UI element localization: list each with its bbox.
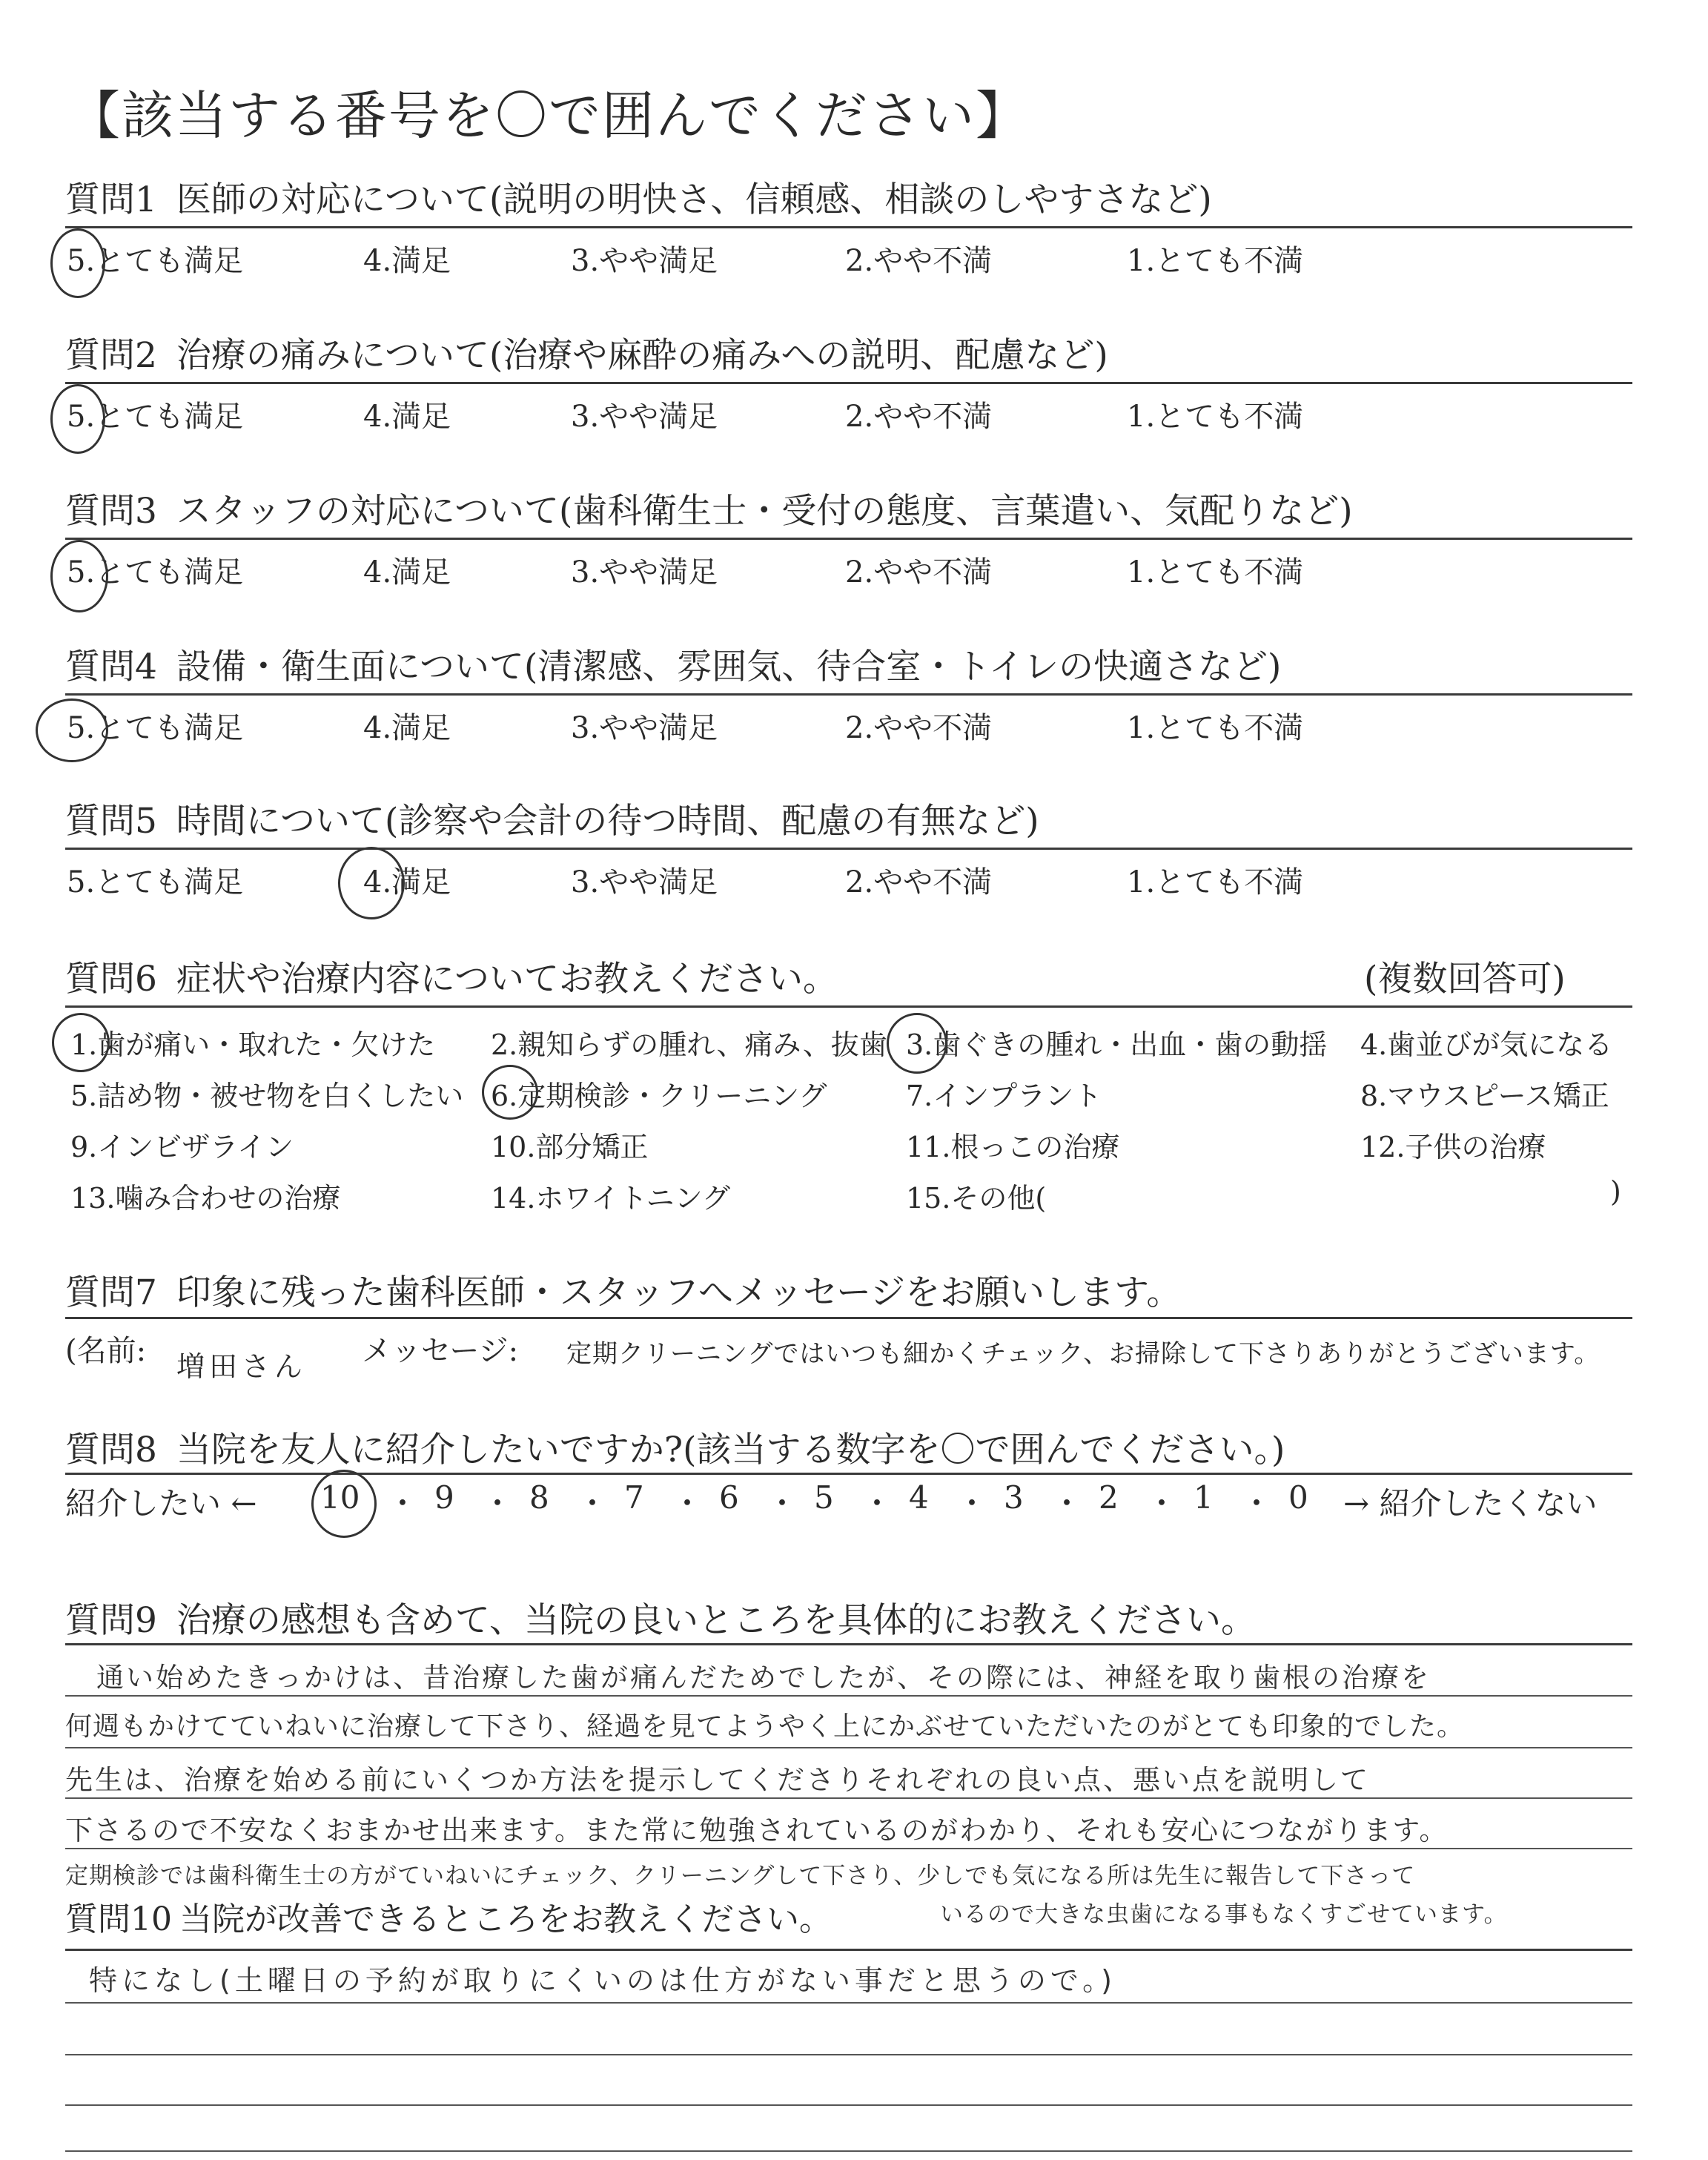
divider [65,382,1632,384]
option-1[interactable]: 1.とても不満 [1127,244,1304,278]
question-number: 質問9 [65,1600,157,1641]
question-text: 治療の感想も含めて、当院の良いところを具体的にお教えください。 [176,1600,1256,1641]
option-4[interactable]: 4.満足 [363,711,451,745]
option-1[interactable]: 1.とても不満 [1127,711,1304,745]
scale-6[interactable]: 6 [719,1479,739,1516]
scale-dot: ・ [387,1485,419,1522]
question-text: 治療の痛みについて(治療や麻酔の痛みへの説明、配慮など) [176,335,1108,376]
question-number: 質問7 [65,1272,157,1313]
symptom-option-2[interactable]: 2.親知らずの腫れ、痛み、抜歯 [491,1028,887,1061]
symptom-option-13[interactable]: 13.噛み合わせの治療 [70,1182,341,1215]
divider [65,848,1632,850]
selection-circle-mark [50,228,105,298]
question-number: 質問4 [65,647,157,687]
improvement-answer: 特になし(土曜日の予約が取りにくいのは仕方がない事だと思うので。) [89,1964,1116,1997]
scale-2[interactable]: 2 [1099,1479,1119,1516]
scale-dot: ・ [1241,1485,1273,1522]
option-2[interactable]: 2.やや不満 [845,711,993,745]
option-5[interactable]: 5.とても満足 [67,711,244,745]
option-1[interactable]: 1.とても不満 [1127,555,1304,589]
selection-circle-mark [52,1013,110,1072]
question-number: 質問10 [65,1900,172,1938]
option-4[interactable]: 4.満足 [363,244,451,278]
question-number: 質問1 [65,179,157,220]
option-5[interactable]: 5.とても満足 [67,244,244,278]
answer-line [65,1797,1632,1799]
option-2[interactable]: 2.やや不満 [845,865,993,899]
scale-8[interactable]: 8 [529,1479,549,1516]
scale-dot: ・ [956,1485,988,1522]
option-3[interactable]: 3.やや満足 [571,400,718,434]
scale-1[interactable]: 1 [1194,1479,1214,1516]
scale-10[interactable]: 10 [320,1479,360,1516]
question-number: 質問3 [65,491,157,532]
answer-line [65,2104,1632,2106]
question-number: 質問8 [65,1430,157,1470]
symptom-option-1[interactable]: 1.歯が痛い・取れた・欠けた [70,1028,436,1061]
recommend-label: 紹介したい ← [65,1485,257,1522]
divider [65,1005,1632,1008]
option-4[interactable]: 4.満足 [363,400,451,434]
option-3[interactable]: 3.やや満足 [571,555,718,589]
divider [65,1643,1632,1645]
answer-line [65,2054,1632,2055]
option-4[interactable]: 4.満足 [363,865,451,899]
scale-3[interactable]: 3 [1004,1479,1024,1516]
divider [65,693,1632,696]
answer-text-line: 何週もかけてていねいに治療して下さり、経過を見てようやく上にかぶせていただいたのがとても印象的でした。 [65,1711,1465,1742]
option-1[interactable]: 1.とても不満 [1127,400,1304,434]
answer-text-line: 先生は、治療を始める前にいくつか方法を提示してくださりそれぞれの良い点、悪い点を説明して [65,1764,1370,1796]
scale-9[interactable]: 9 [434,1479,454,1516]
selection-circle-mark [482,1065,538,1120]
question-text: 印象に残った歯科医師・スタッフへメッセージをお願いします。 [176,1272,1182,1313]
divider [65,1317,1632,1319]
selection-circle-mark [50,540,108,612]
other-close-paren: ) [1610,1175,1621,1208]
option-2[interactable]: 2.やや不満 [845,555,993,589]
option-5[interactable]: 5.とても満足 [67,400,244,434]
divider [65,1949,1632,1951]
scale-dot: ・ [577,1485,609,1522]
multiple-answer-note: (複数回答可) [1364,959,1566,1000]
scale-dot: ・ [1051,1485,1083,1522]
symptom-option-10[interactable]: 10.部分矯正 [491,1131,649,1163]
symptom-option-4[interactable]: 4.歯並びが気になる [1360,1028,1613,1061]
question-text: 当院を友人に紹介したいですか?(該当する数字を〇で囲んでください。) [176,1430,1285,1470]
option-5[interactable]: 5.とても満足 [67,555,244,589]
question-text: 時間について(診察や会計の待つ時間、配慮の有無など) [176,801,1039,842]
question-number: 質問6 [65,959,157,1000]
scale-dot: ・ [1146,1485,1178,1522]
symptom-option-12[interactable]: 12.子供の治療 [1360,1131,1546,1163]
symptom-option-8[interactable]: 8.マウスピース矯正 [1360,1080,1609,1112]
question-text: 医師の対応について(説明の明快さ、信頼感、相談のしやすさなど) [176,179,1212,220]
question-text: スタッフの対応について(歯科衛生士・受付の態度、言葉遣い、気配りなど) [176,491,1353,532]
answer-text-line: 下さるので不安なくおまかせ出来ます。また常に勉強されているのがわかり、それも安心につながります。 [65,1814,1449,1846]
page-title: 【該当する番号を〇で囲んでください】 [68,85,1029,146]
scale-0[interactable]: 0 [1288,1479,1308,1516]
name-label: (名前: [65,1334,147,1368]
question-text: 症状や治療内容についてお教えください。 [176,959,838,1000]
divider [65,226,1632,228]
selection-circle-mark [50,384,105,454]
question-text: 当院が改善できるところをお教えください。 [179,1900,832,1938]
option-5[interactable]: 5.とても満足 [67,865,244,899]
question-text: 設備・衛生面について(清潔感、雰囲気、待合室・トイレの快適さなど) [176,647,1282,687]
option-3[interactable]: 3.やや満足 [571,244,718,278]
option-3[interactable]: 3.やや満足 [571,865,718,899]
answer-line [65,2002,1632,2004]
answer-line [65,1695,1632,1697]
question-number: 質問2 [65,335,157,376]
option-1[interactable]: 1.とても不満 [1127,865,1304,899]
answer-text-line: 定期検診では歯科衛生士の方がていねいにチェック、クリーニングして下さり、少しでも気になる所は先生に報告して下さって [65,1863,1416,1889]
answer-line [65,2150,1632,2152]
divider [65,1473,1632,1475]
symptom-option-6[interactable]: 6.定期検診・クリーニング [491,1080,827,1112]
symptom-option-3[interactable]: 3.歯ぐきの腫れ・出血・歯の動揺 [906,1028,1328,1061]
divider [65,538,1632,540]
selection-circle-mark [887,1013,947,1074]
scale-4[interactable]: 4 [909,1479,929,1516]
symptom-option-7[interactable]: 7.インプラント [906,1080,1102,1112]
scale-dot: ・ [482,1485,514,1522]
scale-dot: ・ [861,1485,893,1522]
scale-5[interactable]: 5 [814,1479,834,1516]
symptom-option-14[interactable]: 14.ホワイトニング [491,1182,731,1215]
selection-circle-mark [36,698,108,762]
selection-circle-mark [338,847,405,919]
answer-text-line: いるので大きな虫歯になる事もなくすごせています。 [940,1901,1508,1928]
answer-line [65,1848,1632,1849]
answer-line [65,1747,1632,1748]
symptom-option-9[interactable]: 9.インビザライン [70,1131,294,1163]
message-value[interactable]: 定期クリーニングではいつも細かくチェック、お掃除して下さりありがとうございます。 [566,1339,1601,1369]
option-3[interactable]: 3.やや満足 [571,711,718,745]
symptom-option-5[interactable]: 5.詰め物・被せ物を白くしたい [70,1080,464,1112]
scale-7[interactable]: 7 [624,1479,644,1516]
selection-circle-mark [311,1470,377,1538]
symptom-option-15[interactable]: 15.その他( [906,1182,1047,1215]
message-label: メッセージ: [362,1334,519,1368]
option-2[interactable]: 2.やや不満 [845,400,993,434]
option-2[interactable]: 2.やや不満 [845,244,993,278]
answer-text-line: 通い始めたきっかけは、昔治療した歯が痛んだためでしたが、その際には、神経を取り歯根の治療を [96,1662,1431,1694]
name-value[interactable]: 増田さん [176,1350,308,1383]
symptom-option-11[interactable]: 11.根っこの治療 [906,1131,1120,1163]
scale-dot: ・ [767,1485,798,1522]
question-number: 質問5 [65,801,157,842]
scale-dot: ・ [672,1485,704,1522]
not-recommend-label: → 紹介したくない [1343,1485,1598,1522]
option-4[interactable]: 4.満足 [363,555,451,589]
